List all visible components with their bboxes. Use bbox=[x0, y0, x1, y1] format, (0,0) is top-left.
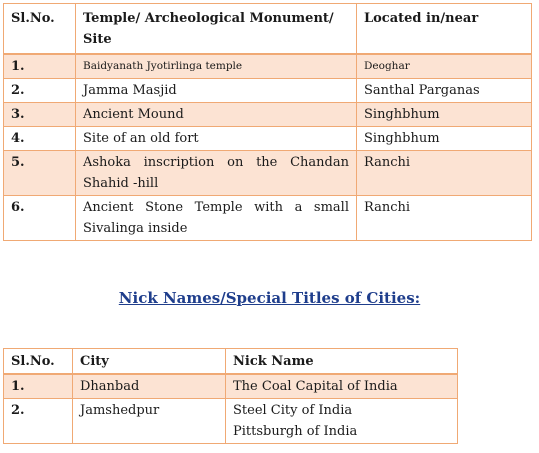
site-cell: Site of an old fort bbox=[76, 127, 357, 151]
site-cell: Baidyanath Jyotirlinga temple bbox=[76, 54, 357, 79]
location-cell: Singhbhum bbox=[357, 103, 532, 127]
location-cell: Deoghar bbox=[357, 54, 532, 79]
sl-no-cell: 6. bbox=[4, 196, 76, 241]
nick-name: Steel City of India bbox=[233, 403, 353, 418]
site-cell: Ancient Stone Temple with a small Sivalinga inside bbox=[76, 196, 357, 241]
location-cell: Ranchi bbox=[357, 151, 532, 196]
site-cell: Ancient Mound bbox=[76, 103, 357, 127]
location-cell: Singhbhum bbox=[357, 127, 532, 151]
header-site: Temple/ Archeological Monument/ Site bbox=[76, 4, 357, 55]
sl-no-cell: 5. bbox=[4, 151, 76, 196]
nick-name: The Coal Capital of India bbox=[233, 379, 398, 394]
sl-no-cell: 2. bbox=[4, 399, 73, 444]
location-cell: Ranchi bbox=[357, 196, 532, 241]
table-header-row bbox=[4, 349, 458, 375]
city-cell: Dhanbad bbox=[73, 374, 226, 399]
monuments-table bbox=[3, 3, 532, 241]
sl-no-cell: 1. bbox=[4, 374, 73, 399]
site-cell: Ashoka inscription on the Chandan Shahid -hill bbox=[76, 151, 357, 196]
header-location: Located in/near bbox=[357, 4, 532, 55]
nick-name-cell bbox=[226, 374, 458, 399]
sl-no-cell: 3. bbox=[4, 103, 76, 127]
table-row bbox=[4, 374, 458, 399]
table-row bbox=[4, 54, 532, 79]
cities-table bbox=[3, 348, 458, 444]
table-row bbox=[4, 79, 532, 103]
city-cell: Jamshedpur bbox=[73, 399, 226, 444]
header-city: City bbox=[73, 349, 226, 375]
sl-no-cell: 1. bbox=[4, 54, 76, 79]
table-row bbox=[4, 151, 532, 196]
table-row bbox=[4, 127, 532, 151]
location-cell: Santhal Parganas bbox=[357, 79, 532, 103]
table-header-row bbox=[4, 4, 532, 55]
header-nick-name: Nick Name bbox=[226, 349, 458, 375]
section-heading: Nick Names/Special Titles of Cities: bbox=[118, 289, 421, 307]
table-row bbox=[4, 103, 532, 127]
header-sl-no: Sl.No. bbox=[4, 349, 73, 375]
nick-name-cell bbox=[226, 399, 458, 444]
sl-no-cell: 2. bbox=[4, 79, 76, 103]
sl-no-cell: 4. bbox=[4, 127, 76, 151]
table-row bbox=[4, 196, 532, 241]
table-row bbox=[4, 399, 458, 444]
header-sl-no: Sl.No. bbox=[4, 4, 76, 55]
site-cell: Jamma Masjid bbox=[76, 79, 357, 103]
nick-name: Pittsburgh of India bbox=[233, 424, 358, 439]
